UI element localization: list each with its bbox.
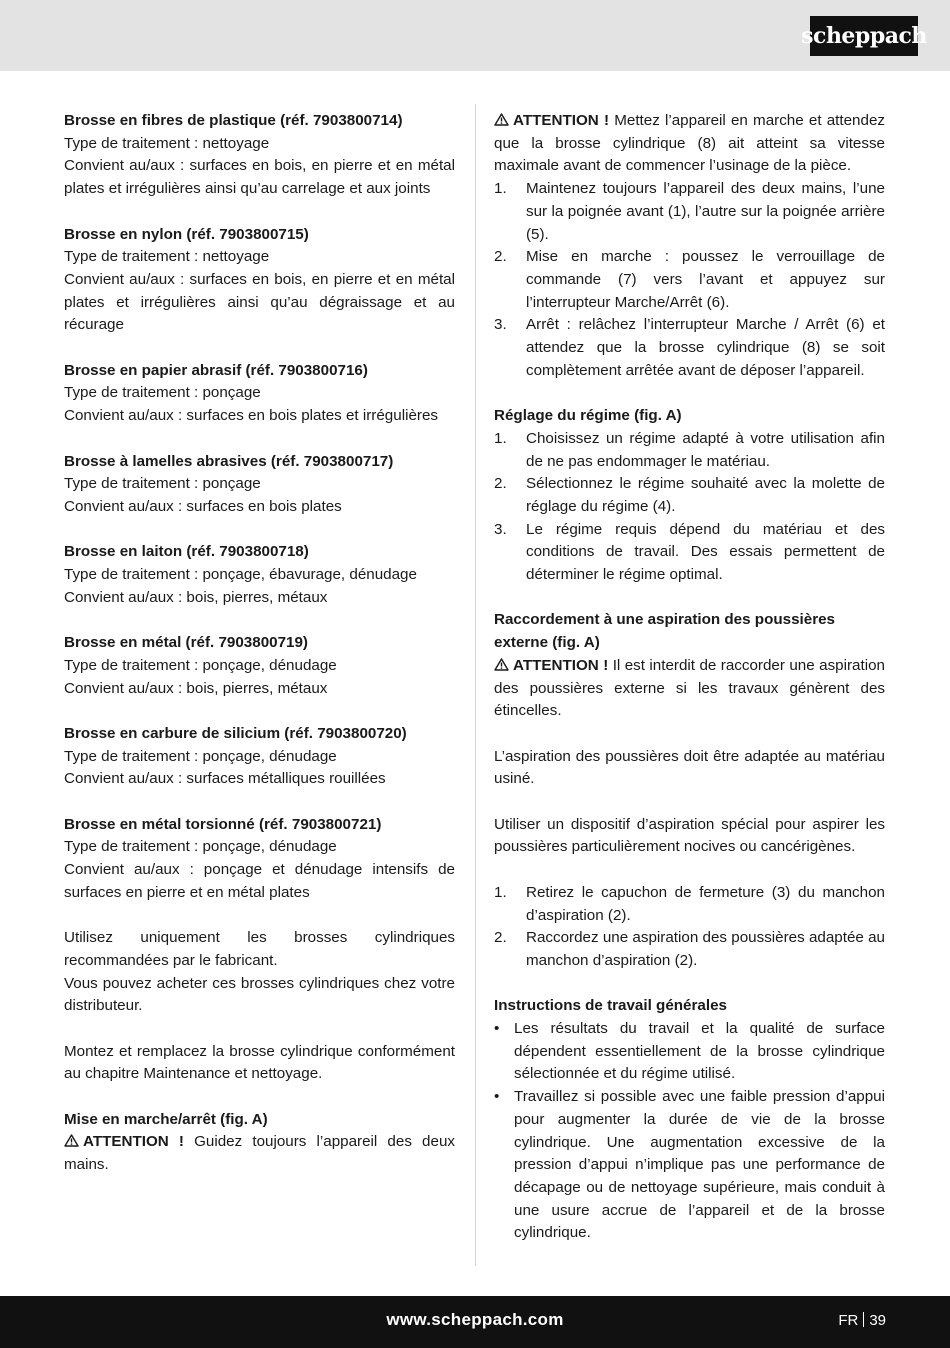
brush-use: Convient au/aux : surfaces métalliques rouillées bbox=[64, 770, 386, 788]
separator bbox=[863, 1312, 864, 1327]
dust-steps bbox=[494, 882, 885, 973]
dust-section bbox=[494, 609, 885, 723]
brush-type: Type de traitement : ponçage bbox=[64, 384, 261, 402]
general-title: Instructions de travail générales bbox=[494, 997, 727, 1015]
list-item: 2. Raccordez une aspiration des poussières adaptée au manchon d’aspiration (2). bbox=[494, 929, 885, 969]
dust-paragraph bbox=[494, 814, 885, 859]
speed-section bbox=[494, 405, 885, 587]
brush-entry bbox=[64, 451, 455, 519]
left-column bbox=[64, 110, 455, 1177]
brand-logo: scheppach bbox=[810, 16, 918, 56]
brush-type: Type de traitement : nettoyage bbox=[64, 248, 270, 266]
list-item: 1. Maintenez toujours l’appareil des deux mains, l’une sur la poignée avant (1), l’autre sur la poignée arrière (5). bbox=[494, 180, 885, 243]
list-item: 2. Mise en marche : poussez le verrouillage de commande (7) vers l’avant et appuyez sur l’interrupteur Marche/Arrêt (6). bbox=[494, 248, 885, 311]
brush-entry bbox=[64, 541, 455, 609]
warning-label: ATTENTION ! bbox=[83, 1133, 184, 1151]
dust-warning bbox=[494, 655, 885, 723]
onoff-title: Mise en marche/arrêt (fig. A) bbox=[64, 1110, 268, 1128]
brush-type: Type de traitement : ponçage, dénudage bbox=[64, 747, 337, 765]
recommendation-paragraph bbox=[64, 927, 455, 1018]
speed-steps bbox=[494, 428, 885, 587]
mount-text: Montez et remplacez la brosse cylindrique conformément au chapitre Maintenance et nettoyage. bbox=[64, 1042, 455, 1083]
brush-use: Convient au/aux : surfaces en bois plates et irrégulières bbox=[64, 407, 438, 425]
column-divider bbox=[475, 104, 476, 1266]
brush-type: Type de traitement : ponçage, ébavurage, dénudage bbox=[64, 566, 417, 583]
right-column bbox=[494, 110, 885, 1245]
language-code: FR bbox=[838, 1312, 859, 1329]
brush-type: Type de traitement : ponçage, dénudage bbox=[64, 656, 337, 674]
list-item: 3. Arrêt : relâchez l’interrupteur Marche / Arrêt (6) et attendez que la brosse cylindrique (8) se soit complètement arrêtée avant de déposer l’appareil. bbox=[494, 316, 885, 379]
warning-text: Mettez l’appareil en marche et attendez que la brosse cylindrique (8) ait atteint sa vitesse maximale avant de commencer l’usinage de la pièce. bbox=[494, 112, 885, 175]
dust-text-2: Utiliser un dispositif d’aspiration spécial pour aspirer les poussières particulièrement nocives ou cancérigènes. bbox=[494, 815, 885, 856]
dust-paragraph bbox=[494, 746, 885, 791]
warning-icon bbox=[494, 113, 509, 126]
brush-entry bbox=[64, 723, 455, 791]
brush-type: Type de traitement : ponçage bbox=[64, 475, 261, 493]
brush-title: Brosse en nylon (réf. 7903800715) bbox=[64, 225, 309, 243]
brush-type: Type de traitement : ponçage, dénudage bbox=[64, 838, 337, 856]
brush-title: Brosse en fibres de plastique (réf. 7903800714) bbox=[64, 112, 403, 129]
brush-entry bbox=[64, 360, 455, 428]
dust-title: Raccordement à une aspiration des poussières externe (fig. A) bbox=[494, 611, 835, 652]
start-warning bbox=[494, 110, 885, 178]
dust-steps-section bbox=[494, 882, 885, 973]
warning-text: Il est interdit de raccorder une aspiration des poussières externe si les travaux génèrent des étincelles. bbox=[494, 656, 885, 720]
page-number bbox=[838, 1310, 886, 1333]
website-link[interactable]: www.scheppach.com bbox=[386, 1310, 564, 1329]
brush-title: Brosse en papier abrasif (réf. 7903800716) bbox=[64, 361, 368, 379]
warning-text: Guidez toujours l’appareil des deux mains. bbox=[64, 1133, 455, 1174]
speed-title: Réglage du régime (fig. A) bbox=[494, 407, 682, 425]
recommendation-text: Utilisez uniquement les brosses cylindriques recommandées par le fabricant. bbox=[64, 929, 455, 969]
brush-use: Convient au/aux : bois, pierres, métaux bbox=[64, 588, 328, 606]
list-item: 3. Le régime requis dépend du matériau et des conditions de travail. Des essais permettent de déterminer le régime optimal. bbox=[494, 520, 885, 584]
list-item: • Les résultats du travail et la qualité de surface dépendent essentiellement de la brosse cylindrique sélectionnée et du régime utilisé. bbox=[494, 1020, 885, 1083]
brush-title: Brosse en métal torsionné (réf. 7903800721) bbox=[64, 815, 382, 833]
list-item: • Travaillez si possible avec une faible pression d’appui pour augmenter la durée de vie de la brosse cylindrique. Une augmentation excessive de la pression d’appui n’implique pas une performance de décapage ou de nettoyage supérieure, mais conduit à une usure accrue de l’appareil et de la brosse cylindrique. bbox=[494, 1088, 885, 1242]
footer-band bbox=[0, 1296, 950, 1348]
brush-entry bbox=[64, 110, 455, 201]
brush-use: Convient au/aux : surfaces en bois, en pierre et en métal plates et irrégulières ainsi qu’au dégraissage et au récurage bbox=[64, 270, 455, 334]
general-bullets bbox=[494, 1018, 885, 1245]
onoff-steps bbox=[494, 178, 885, 382]
brush-title: Brosse en métal (réf. 7903800719) bbox=[64, 634, 308, 652]
brush-title: Brosse à lamelles abrasives (réf. 7903800717) bbox=[64, 452, 394, 470]
brush-use: Convient au/aux : surfaces en bois, en pierre et en métal plates et irrégulières ainsi qu’au carrelage et aux joints bbox=[64, 157, 455, 198]
onoff-steps-section bbox=[494, 110, 885, 382]
brush-entry bbox=[64, 224, 455, 338]
brush-type: Type de traitement : nettoyage bbox=[64, 134, 270, 152]
brush-entry bbox=[64, 814, 455, 905]
warning-icon bbox=[64, 1134, 79, 1147]
brush-use: Convient au/aux : bois, pierres, métaux bbox=[64, 679, 328, 697]
general-section bbox=[494, 995, 885, 1245]
list-item: 1. Retirez le capuchon de fermeture (3) du manchon d’aspiration (2). bbox=[494, 883, 885, 924]
warning-icon bbox=[494, 658, 509, 671]
brush-title: Brosse en laiton (réf. 7903800718) bbox=[64, 543, 309, 561]
onoff-warning bbox=[64, 1131, 455, 1176]
onoff-section bbox=[64, 1109, 455, 1177]
dust-text-1: L’aspiration des poussières doit être adaptée au matériau usiné. bbox=[494, 747, 885, 788]
brush-use: Convient au/aux : ponçage et dénudage intensifs de surfaces en pierre et en métal plates bbox=[64, 861, 455, 901]
page-value: 39 bbox=[869, 1312, 886, 1329]
brush-use: Convient au/aux : surfaces en bois plates bbox=[64, 497, 342, 515]
warning-label: ATTENTION ! bbox=[513, 656, 609, 674]
brush-title: Brosse en carbure de silicium (réf. 7903800720) bbox=[64, 724, 407, 742]
distributor-text: Vous pouvez acheter ces brosses cylindriques chez votre distributeur. bbox=[64, 974, 455, 1015]
warning-label: ATTENTION ! bbox=[513, 112, 610, 129]
brush-entry bbox=[64, 632, 455, 700]
list-item: 1. Choisissez un régime adapté à votre utilisation afin de ne pas endommager le matériau. bbox=[494, 429, 885, 470]
mount-paragraph bbox=[64, 1041, 455, 1086]
list-item: 2. Sélectionnez le régime souhaité avec la molette de réglage du régime (4). bbox=[494, 475, 885, 515]
